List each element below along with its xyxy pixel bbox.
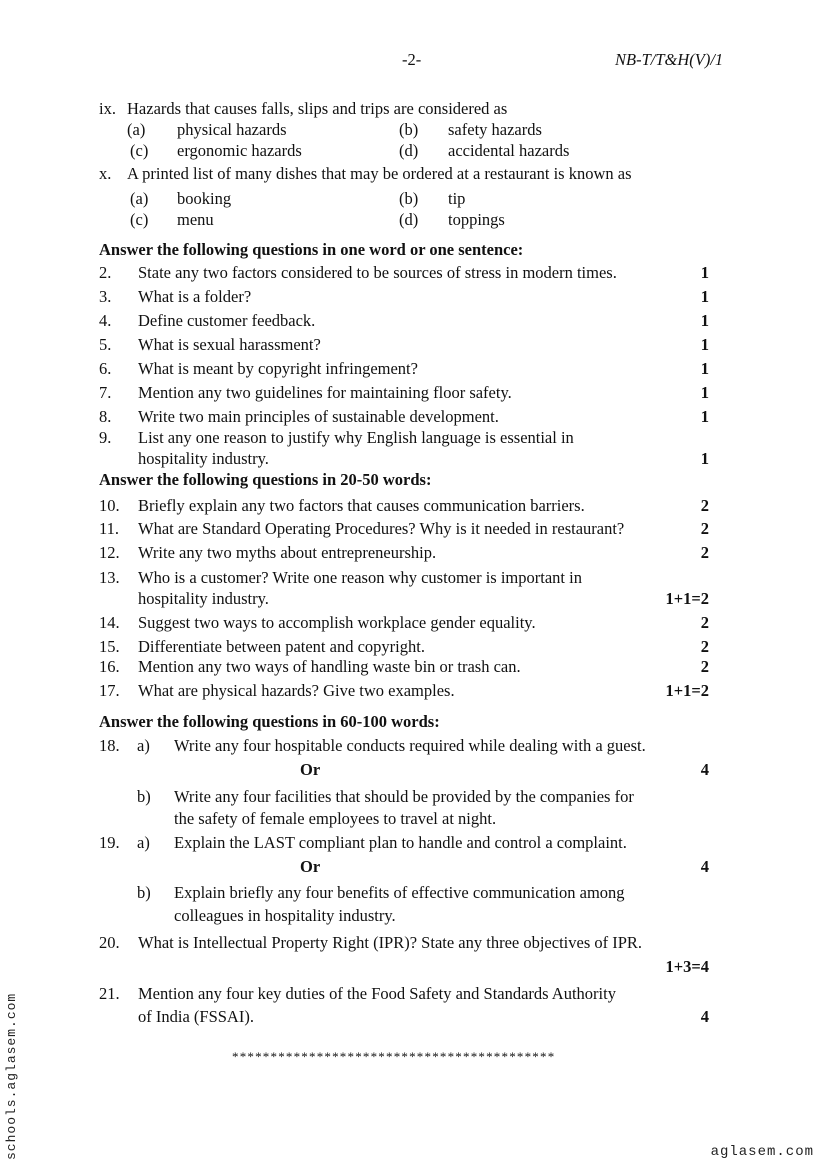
option-label: (a) [130, 189, 149, 208]
question-text: What is Intellectual Property Right (IPR)? State any three objectives of IPR. [138, 933, 643, 952]
option-text: tip [448, 189, 466, 208]
side-watermark: schools.aglasem.com [4, 992, 19, 1160]
question-text: Explain briefly any four benefits of effective communication among [174, 883, 625, 902]
question-marks: 1 [700, 359, 709, 378]
sub-label: a) [137, 833, 150, 852]
sub-label: b) [137, 787, 151, 806]
question-text: Write any four hospitable conducts required while dealing with a guest. [174, 736, 646, 755]
question-text: Mention any four key duties of the Food Safety and Standards Authority [138, 984, 616, 1003]
sub-label: a) [137, 736, 150, 755]
option-label: (b) [399, 189, 419, 208]
option-text: ergonomic hazards [177, 141, 302, 160]
section-heading-long: Answer the following questions in 60-100 words: [99, 712, 440, 731]
option-text: menu [177, 210, 214, 229]
option-text: toppings [448, 210, 505, 229]
question-text-cont: colleagues in hospitality industry. [174, 906, 396, 925]
question-number: 20. [99, 933, 120, 952]
question-text: Define customer feedback. [138, 311, 316, 330]
question-number: 9. [99, 428, 112, 447]
question-text: What are physical hazards? Give two examples. [138, 681, 455, 700]
question-number: 2. [99, 263, 112, 282]
question-marks: 1 [700, 287, 709, 306]
end-marker: ****************************************** [232, 1049, 556, 1064]
question-number: 5. [99, 335, 112, 354]
question-number: 7. [99, 383, 112, 402]
question-text: Suggest two ways to accomplish workplace gender equality. [138, 613, 536, 632]
mcq-x-question: A printed list of many dishes that may be ordered at a restaurant is known as [127, 164, 632, 183]
option-label: (b) [399, 120, 419, 139]
question-marks: 1+3=4 [665, 957, 709, 976]
section-heading-short: Answer the following questions in 20-50 words: [99, 470, 432, 489]
option-text: booking [177, 189, 232, 208]
question-text-cont: hospitality industry. [138, 589, 269, 608]
section-heading-one-word: Answer the following questions in one word or one sentence: [99, 240, 524, 259]
question-marks: 2 [700, 543, 709, 562]
bottom-watermark: aglasem.com [710, 1144, 814, 1160]
question-number: 11. [99, 519, 120, 538]
question-number: 16. [99, 657, 120, 676]
question-marks: 4 [700, 1007, 709, 1026]
question-text-cont: hospitality industry. [138, 449, 269, 468]
question-text: List any one reason to justify why English language is essential in [138, 428, 574, 447]
question-number: 17. [99, 681, 120, 700]
question-marks: 2 [700, 657, 709, 676]
question-number: 18. [99, 736, 120, 755]
mcq-x-number: x. [99, 164, 112, 183]
question-text: Who is a customer? Write one reason why customer is important in [138, 568, 582, 587]
question-number: 10. [99, 496, 120, 515]
question-marks: 2 [700, 637, 709, 656]
question-number: 12. [99, 543, 120, 562]
sub-label: b) [137, 883, 151, 902]
mcq-ix-question: Hazards that causes falls, slips and trips are considered as [127, 99, 508, 118]
option-text: physical hazards [177, 120, 287, 139]
question-marks: 2 [700, 613, 709, 632]
question-text: Write any two myths about entrepreneurship. [138, 543, 437, 562]
paper-code: NB-T/T&H(V)/1 [615, 50, 724, 69]
question-marks: 1 [700, 407, 709, 426]
mcq-ix-number: ix. [99, 99, 116, 118]
question-number: 6. [99, 359, 112, 378]
question-text-cont: of India (FSSAI). [138, 1007, 254, 1026]
question-text: Write any four facilities that should be provided by the companies for [174, 787, 634, 806]
question-text: What is sexual harassment? [138, 335, 321, 354]
question-marks: 1 [700, 449, 709, 468]
question-text: What is a folder? [138, 287, 252, 306]
question-text: Briefly explain any two factors that causes communication barriers. [138, 496, 585, 515]
question-number: 15. [99, 637, 120, 656]
question-number: 21. [99, 984, 120, 1003]
or-label: Or [300, 760, 321, 779]
question-marks: 2 [700, 519, 709, 538]
question-marks: 1 [700, 335, 709, 354]
question-number: 4. [99, 311, 112, 330]
question-text: Write two main principles of sustainable development. [138, 407, 499, 426]
question-number: 14. [99, 613, 120, 632]
question-marks: 4 [700, 760, 709, 779]
page-number: -2- [402, 50, 422, 69]
question-marks: 2 [700, 496, 709, 515]
question-text: What are Standard Operating Procedures? Why is it needed in restaurant? [138, 519, 625, 538]
question-marks: 1+1=2 [665, 589, 709, 608]
option-label: (d) [399, 141, 419, 160]
option-label: (d) [399, 210, 419, 229]
question-marks: 1 [700, 383, 709, 402]
question-marks: 1 [700, 263, 709, 282]
question-text: State any two factors considered to be sources of stress in modern times. [138, 263, 617, 282]
question-text: Mention any two ways of handling waste bin or trash can. [138, 657, 521, 676]
option-text: safety hazards [448, 120, 542, 139]
question-text: Explain the LAST compliant plan to handle and control a complaint. [174, 833, 627, 852]
question-marks: 4 [700, 857, 709, 876]
question-number: 19. [99, 833, 120, 852]
option-label: (c) [130, 210, 149, 229]
question-number: 13. [99, 568, 120, 587]
or-label: Or [300, 857, 321, 876]
question-number: 8. [99, 407, 112, 426]
question-number: 3. [99, 287, 112, 306]
question-text: Differentiate between patent and copyright. [138, 637, 425, 656]
option-text: accidental hazards [448, 141, 570, 160]
question-text: Mention any two guidelines for maintaining floor safety. [138, 383, 512, 402]
question-text: What is meant by copyright infringement? [138, 359, 418, 378]
question-text-cont: the safety of female employees to travel at night. [174, 809, 497, 828]
question-marks: 1 [700, 311, 709, 330]
option-label: (c) [130, 141, 149, 160]
question-marks: 1+1=2 [665, 681, 709, 700]
option-label: (a) [127, 120, 146, 139]
